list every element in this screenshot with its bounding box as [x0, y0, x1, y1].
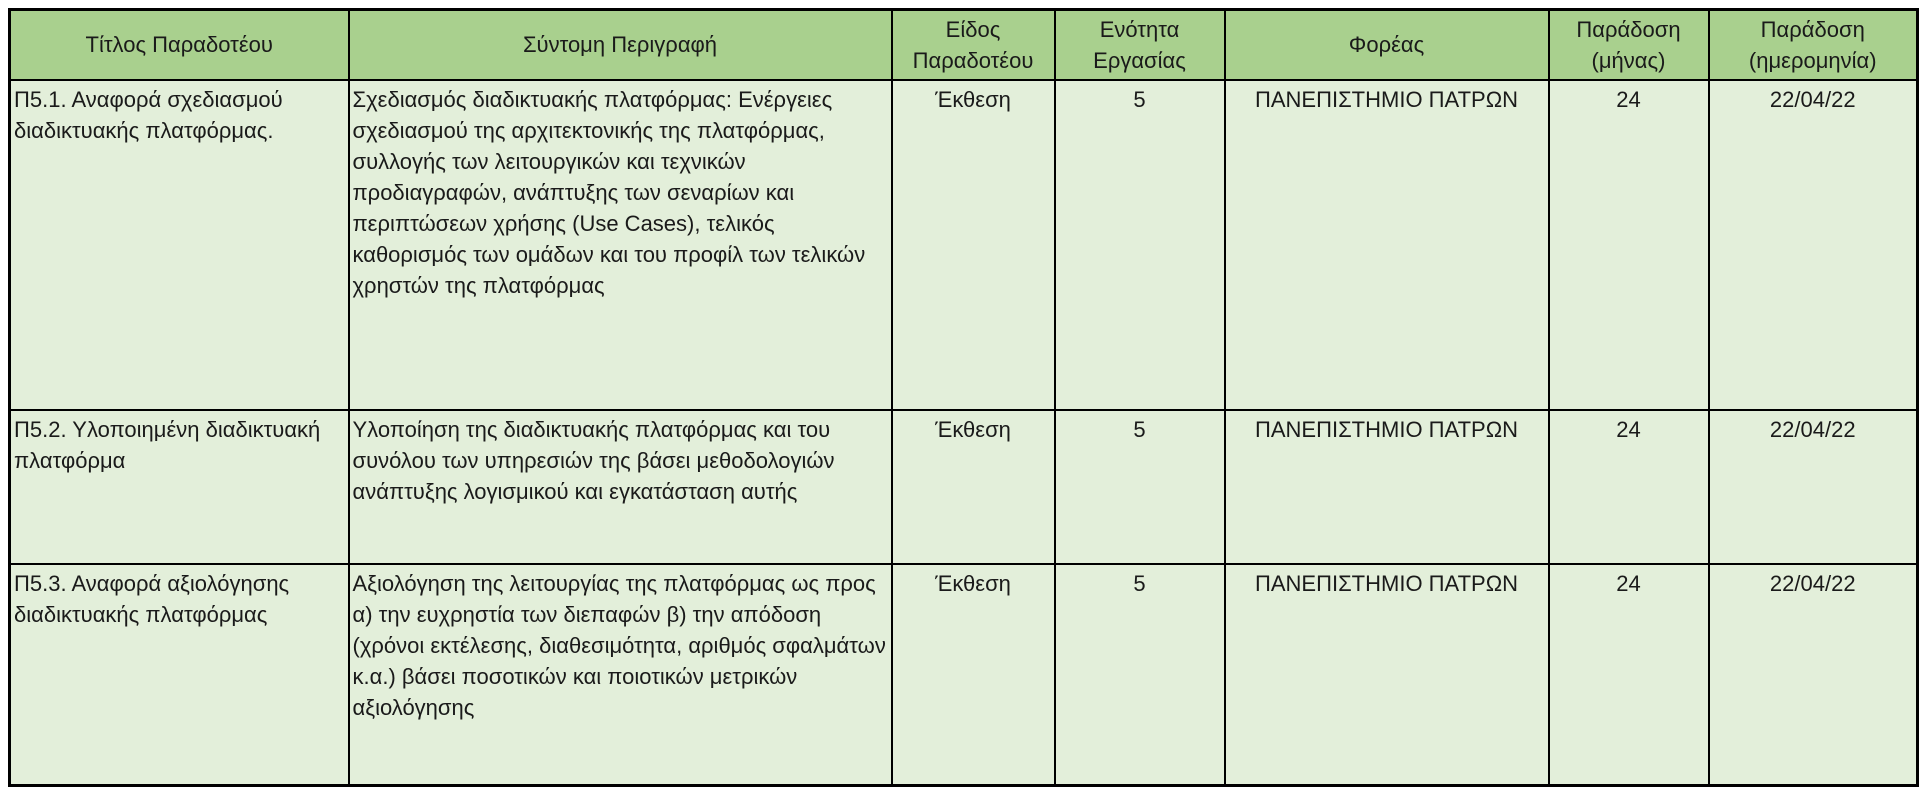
- cell-deliverable-type: Έκθεση: [892, 564, 1055, 786]
- column-header-short-description: Σύντομη Περιγραφή: [349, 10, 892, 80]
- cell-delivery-month: 24: [1549, 80, 1709, 410]
- cell-organization: ΠΑΝΕΠΙΣΤΗΜΙΟ ΠΑΤΡΩΝ: [1225, 410, 1549, 564]
- cell-deliverable-type: Έκθεση: [892, 410, 1055, 564]
- cell-description: Αξιολόγηση της λειτουργίας της πλατφόρμας ως προς α) την ευχρηστία των διεπαφών β) την απόδοση (χρόνοι εκτέλεσης, διαθεσιμότητα, αριθμός σφαλμάτων κ.α.) βάσει ποσοτικών και ποιοτικών μετρικών αξιολόγησης: [349, 564, 892, 786]
- table-row: [10, 564, 1918, 786]
- cell-delivery-month: 24: [1549, 410, 1709, 564]
- cell-deliverable-type: Έκθεση: [892, 80, 1055, 410]
- cell-work-package: 5: [1055, 410, 1225, 564]
- cell-delivery-month: 24: [1549, 564, 1709, 786]
- cell-description: Σχεδιασμός διαδικτυακής πλατφόρμας: Ενέργειες σχεδιασμού της αρχιτεκτονικής της πλατφόρμας, συλλογής των λειτουργικών και τεχνικών προδιαγραφών, ανάπτυξης των σεναρίων και περιπτώσεων χρήσης (Use Cases), τελικός καθορισμός των ομάδων και του προφίλ των τελικών χρηστών της πλατφόρμας: [349, 80, 892, 410]
- table-row: [10, 80, 1918, 410]
- cell-deliverable-title: Π5.3. Αναφορά αξιολόγησης διαδικτυακής πλατφόρμας: [10, 564, 349, 786]
- cell-deliverable-title: Π5.2. Υλοποιημένη διαδικτυακή πλατφόρμα: [10, 410, 349, 564]
- cell-work-package: 5: [1055, 564, 1225, 786]
- column-header-delivery-date: Παράδοση (ημερομηνία): [1709, 10, 1918, 80]
- column-header-deliverable-type: Είδος Παραδοτέου: [892, 10, 1055, 80]
- deliverables-table: [8, 8, 1919, 787]
- cell-delivery-date: 22/04/22: [1709, 80, 1918, 410]
- cell-organization: ΠΑΝΕΠΙΣΤΗΜΙΟ ΠΑΤΡΩΝ: [1225, 80, 1549, 410]
- column-header-deliverable-title: Τίτλος Παραδοτέου: [10, 10, 349, 80]
- table-row: [10, 410, 1918, 564]
- cell-description: Υλοποίηση της διαδικτυακής πλατφόρμας και του συνόλου των υπηρεσιών της βάσει μεθοδολογιών ανάπτυξης λογισμικού και εγκατάσταση αυτής: [349, 410, 892, 564]
- column-header-delivery-month: Παράδοση (μήνας): [1549, 10, 1709, 80]
- cell-work-package: 5: [1055, 80, 1225, 410]
- cell-deliverable-title: Π5.1. Αναφορά σχεδιασμού διαδικτυακής πλατφόρμας.: [10, 80, 349, 410]
- column-header-work-package: Ενότητα Εργασίας: [1055, 10, 1225, 80]
- cell-delivery-date: 22/04/22: [1709, 410, 1918, 564]
- cell-organization: ΠΑΝΕΠΙΣΤΗΜΙΟ ΠΑΤΡΩΝ: [1225, 564, 1549, 786]
- cell-delivery-date: 22/04/22: [1709, 564, 1918, 786]
- column-header-organization: Φορέας: [1225, 10, 1549, 80]
- header-row: [10, 10, 1918, 80]
